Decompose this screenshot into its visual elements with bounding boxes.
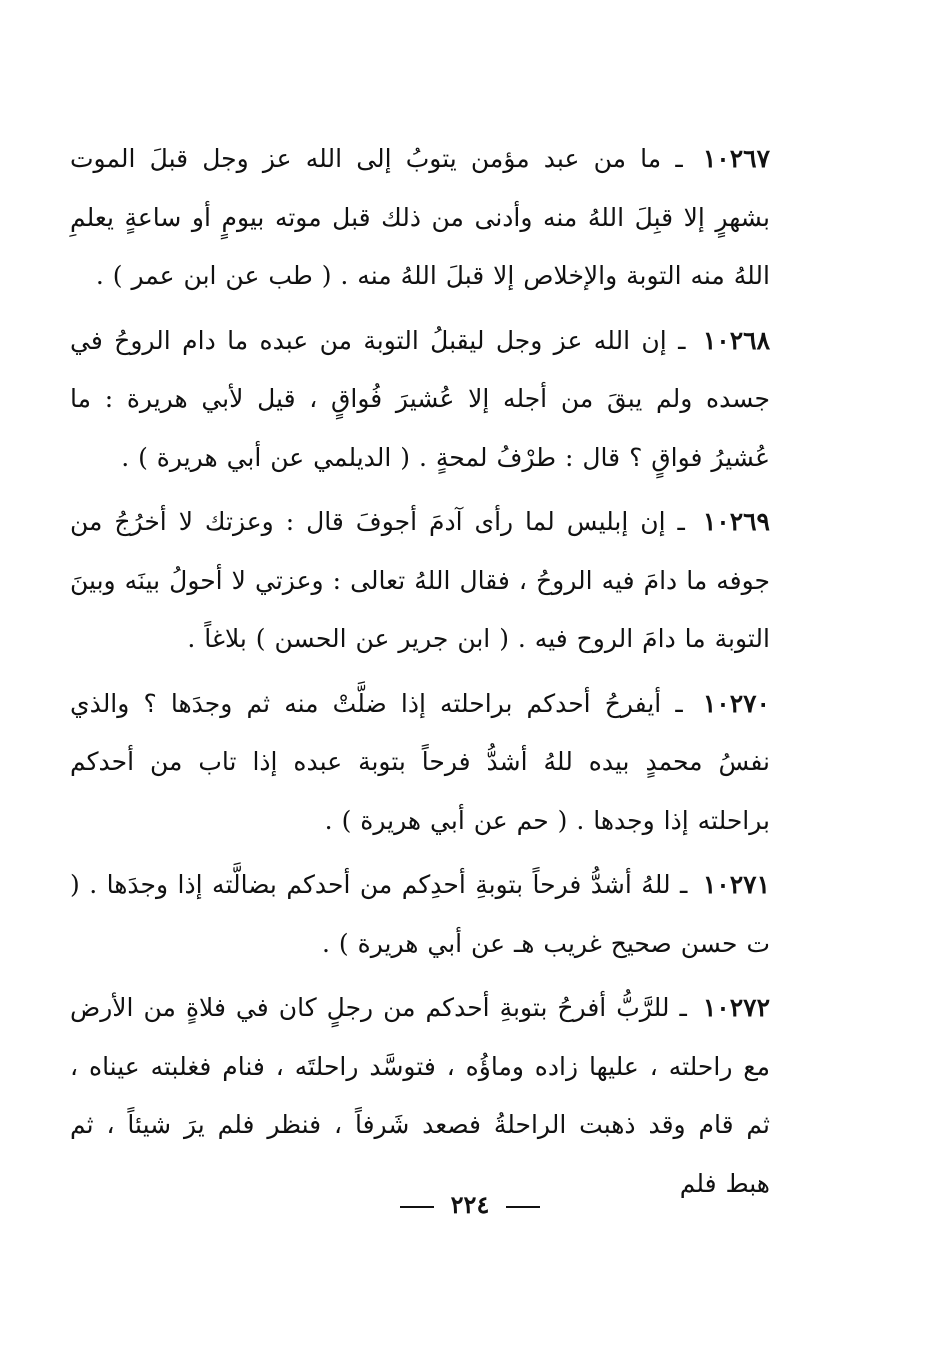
hadith-text: ـ إن الله عز وجل ليقبلُ التوبة من عبده ما دام الروحُ في جسده ولم يبقَ من أجله إلا عُشيرَ فُواقٍ ، قيل لأبي هريرة : ما عُشيرُ فواقٍ ؟ قال : طرْفُ لمحةٍ . ( الديلمي عن أبي هريرة ) . [70,325,770,472]
page-footer [0,1190,940,1219]
hadith-text: ـ للهُ أشدُّ فرحاً بتوبةِ أحدِكم من أحدكم بضالَّته إذا وجدَها . ( ت حسن صحيح غريب هـ عن أبي هريرة ) . [70,870,770,958]
hadith-entry [70,493,770,669]
hadith-text-block [70,130,770,1219]
hadith-entry [70,130,770,306]
page-number: ٢٢٤ [450,1190,490,1219]
footer-dash-left [506,1206,540,1208]
hadith-entry [70,856,770,973]
hadith-number: ١٠٢٦٧ [702,144,771,173]
hadith-entry [70,675,770,851]
hadith-text: ـ أيفرحُ أحدكم براحلته إذا ضلَّتْ منه ثم وجدَها ؟ والذي نفسُ محمدٍ بيده للهُ أشدُّ فرحاً بتوبة عبده إذا تاب من أحدكم براحلته إذا وجدها . ( حم عن أبي هريرة ) . [70,688,770,835]
hadith-number: ١٠٢٧٠ [702,688,770,718]
hadith-number: ١٠٢٦٩ [702,507,770,536]
hadith-number: ١٠٢٦٨ [702,325,770,355]
hadith-number: ١٠٢٧١ [702,870,770,899]
hadith-entry [70,979,770,1213]
hadith-number: ١٠٢٧٢ [702,993,770,1022]
hadith-text: ـ للرَّبُّ أفرحُ بتوبةِ أحدكم من رجلٍ كان في فلاةٍ من الأرض مع راحلته ، عليها زاده وماؤُه ، فتوسَّد راحلتَه ، فنام فغلبته عيناه ، ثم قام وقد ذهبت الراحلةُ فصعد شَرفاً ، فنظر فلم يرَ شيئاً ، ثم هبط فلم [70,993,770,1198]
hadith-entry [70,312,770,488]
hadith-text: ـ ما من عبد مؤمن يتوبُ إلى الله عز وجل قبلَ الموت بشهرٍ إلا قبِلَ اللهُ منه وأدنى من ذلك قبل موته بيومٍ أو ساعةٍ يعلمِ اللهُ منه التوبة والإخلاص إلا قبلَ اللهُ منه . ( طب عن ابن عمر ) . [70,144,770,290]
hadith-text: ـ إن إبليس لما رأى آدمَ أجوفَ قال : وعزتك لا أخرُجُ من جوفه ما دامَ فيه الروحُ ، فقال اللهُ تعالى : وعزتي لا أحولُ بينَه وبينَ التوبة ما دامَ الروح فيه . ( ابن جرير عن الحسن ) بلاغاً . [70,507,770,653]
footer-dash-right [400,1206,434,1208]
